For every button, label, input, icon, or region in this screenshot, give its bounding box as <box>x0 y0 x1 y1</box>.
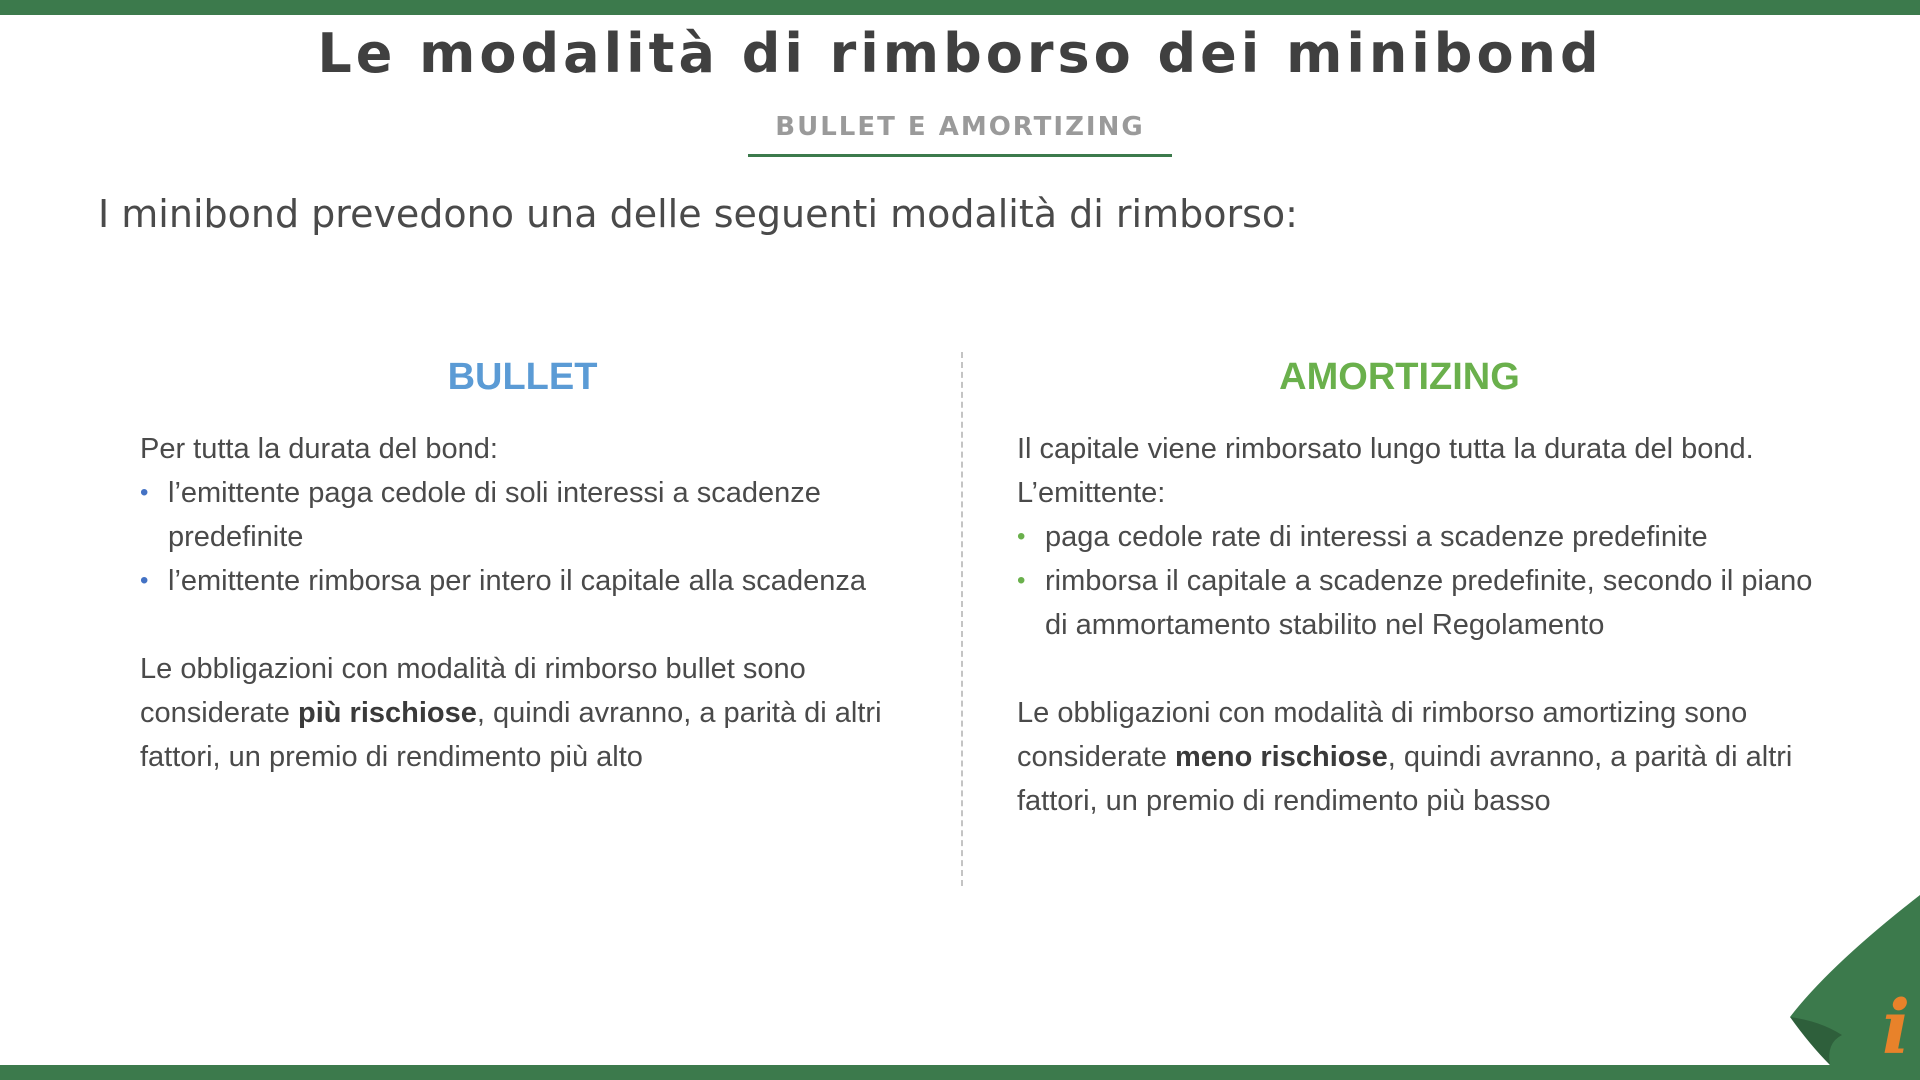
bullet-dot-icon: • <box>1017 567 1026 594</box>
list-item-text: l’emittente rimborsa per intero il capitale alla scadenza <box>168 565 866 597</box>
bullet-dot-icon: • <box>1017 523 1026 550</box>
bullet-dot-icon: • <box>140 479 149 506</box>
bullet-list <box>140 471 940 603</box>
list-item <box>1017 559 1817 647</box>
bullet-dot-icon: • <box>140 567 149 594</box>
amortizing-conclusion <box>1017 691 1817 823</box>
conclusion-text: Le obbligazioni con modalità di rimborso bullet sono considerate <box>140 653 806 729</box>
conclusion-text: , quindi avranno, a parità di altri fattori, un premio di rendimento più basso <box>1017 741 1793 817</box>
slide-subtitle: BULLET E AMORTIZING <box>748 112 1172 157</box>
amortizing-heading: AMORTIZING <box>1279 356 1520 398</box>
slide-title: Le modalità di rimborso dei minibond <box>317 22 1603 85</box>
list-item <box>1017 515 1817 559</box>
amortizing-lead: Il capitale viene rimborsato lungo tutta la durata del bond. L’emittente: <box>1017 433 1754 509</box>
bottom-bar <box>0 1065 1920 1080</box>
top-bar <box>0 0 1920 15</box>
conclusion-text: , quindi avranno, a parità di altri fattori, un premio di rendimento più alto <box>140 697 882 773</box>
list-item <box>140 471 940 559</box>
list-item-text: paga cedole rate di interessi a scadenze predefinite <box>1045 521 1708 553</box>
logo-letter: i <box>1882 985 1911 1065</box>
bullet-lead: Per tutta la durata del bond: <box>140 433 498 465</box>
amortizing-column <box>1017 352 1817 823</box>
conclusion-emphasis: meno rischiose <box>1175 741 1388 773</box>
bullet-column <box>140 352 940 779</box>
bullet-conclusion <box>140 647 940 779</box>
intro-text: I minibond prevedono una delle seguenti modalità di rimborso: <box>98 192 1298 236</box>
page-curl-logo-icon <box>1790 895 1920 1065</box>
amortizing-list <box>1017 515 1817 647</box>
bullet-heading: BULLET <box>447 356 598 398</box>
conclusion-text: Le obbligazioni con modalità di rimborso amortizing sono considerate <box>1017 697 1748 773</box>
list-item-text: l’emittente paga cedole di soli interessi a scadenze predefinite <box>168 477 821 553</box>
conclusion-emphasis: più rischiose <box>298 697 477 729</box>
column-divider <box>961 352 963 886</box>
list-item-text: rimborsa il capitale a scadenze predefinite, secondo il piano di ammortamento stabilito nel Regolamento <box>1045 565 1813 641</box>
list-item <box>140 559 940 603</box>
